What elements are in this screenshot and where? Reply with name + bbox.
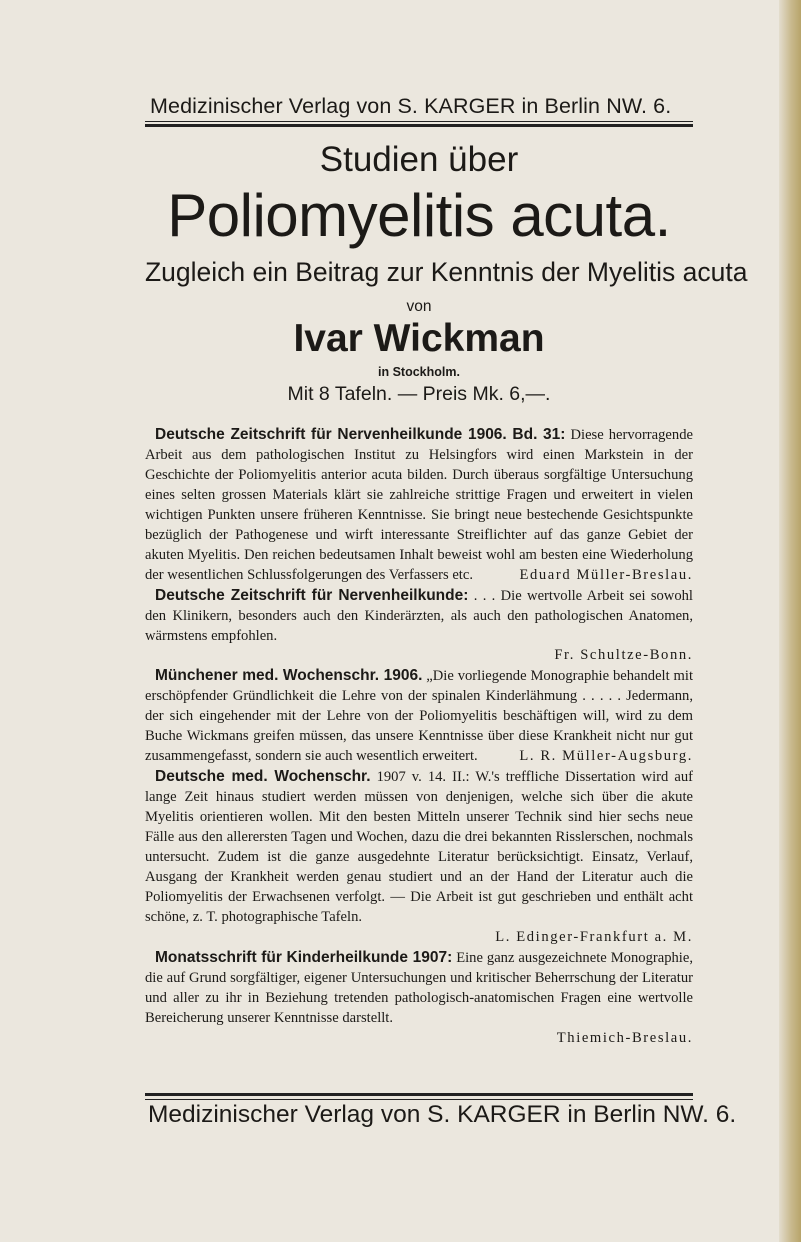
header-rule-thin bbox=[145, 121, 693, 122]
header-rule-thick bbox=[145, 124, 693, 127]
review-text: „Die vorliegende Monographie behandelt mit erschöpfender Gründlichkeit die Lehre von der spinalen Kinderlähmung . . . . . Jedermann, der sich eingehender mit der Lehre von der Poliomyelitis beschäftigen will, wird zu dem Buche Wickmans greifen müssen, das unsere Kenntnisse über diese Krankheit nicht nur gut zusammengefasst, sondern sie auch wesentlich erweitert. bbox=[145, 668, 693, 765]
review-signature: Eduard Müller-Breslau. bbox=[519, 566, 693, 583]
review-signature: L. Edinger-Frankfurt a. M. bbox=[495, 928, 693, 945]
book-subtitle: Zugleich ein Beitrag zur Kenntnis der Myelitis acuta bbox=[145, 257, 748, 287]
review-source: Münchener med. Wochenschr. 1906. bbox=[155, 667, 423, 685]
review-source: Monatsschrift für Kinderheilkunde 1907: bbox=[155, 948, 453, 966]
review-source: Deutsche Zeitschrift für Nervenheilkunde: bbox=[155, 586, 469, 604]
review-text: Eine ganz ausgezeichnete Monographie, die auf Grund sorgfältiger, eigener Untersuchungen und kritischer Beherrschung der Literatur und aller zu ihr in Beziehung tretenden pathologisch-anatomischen Fragen eine wertvolle Bereicherung unserer Kenntnisse darstellt. bbox=[145, 949, 693, 1026]
review-4 bbox=[145, 767, 693, 948]
reviews-section bbox=[145, 425, 693, 1049]
by-line: von bbox=[406, 298, 432, 315]
review-1 bbox=[145, 425, 693, 586]
publisher-header: Medizinischer Verlag von S. KARGER in Berlin NW. 6. bbox=[150, 94, 672, 118]
footer-rule-thick bbox=[145, 1093, 693, 1096]
review-signature: L. R. Müller-Augsburg. bbox=[519, 748, 693, 765]
price-line: Mit 8 Tafeln. — Preis Mk. 6,—. bbox=[287, 383, 551, 405]
review-text: . . . Die wertvolle Arbeit sei sowohl den Klinikern, besonders auch den Kinderärzten, als auch den pathologischen Anatomen, wärmstens empfohlen. bbox=[145, 587, 693, 644]
review-signature: Fr. Schultze-Bonn. bbox=[554, 647, 693, 664]
review-text: Diese hervorragende Arbeit aus dem pathologischen Institut zu Helsingfors wird einen Markstein in der Geschichte der Poliomyelitis anterior acuta bilden. Durch überaus sorgfältige Untersuchung eines selten grossen Materials klärt sie zahlreiche strittige Fragen und erweitert in vielen wichtigen Punkten unsere früheren Kenntnisse. Sie bringt neue bestechende Gesichtspunkte bezüglich der Pathogenese und wirft interessante Streiflichter auf das ganze Gebiet der akuten Myelitis. Den reichen bedeutsamen Inhalt beweist wohl am besten eine Wiederholung der wesentlichen Schlussfolgerungen des Verfassers etc. bbox=[145, 427, 693, 583]
title-pre: Studien über bbox=[319, 140, 519, 179]
publisher-footer: Medizinischer Verlag von S. KARGER in Berlin NW. 6. bbox=[148, 1101, 737, 1128]
author-place: in Stockholm. bbox=[378, 365, 460, 379]
review-source: Deutsche med. Wochenschr. bbox=[155, 768, 371, 786]
page-edge bbox=[779, 0, 801, 1242]
review-5 bbox=[145, 948, 693, 1049]
author-name: Ivar Wickman bbox=[293, 317, 545, 360]
book-title: Poliomyelitis acuta. bbox=[167, 182, 671, 249]
review-2 bbox=[145, 586, 693, 667]
review-text: 1907 v. 14. II.: W.'s treffliche Dissertation wird auf lange Zeit hinaus studiert werden müssen von denjenigen, welche sich über die akute Myelitis orientieren wollen. Mit den besten Mitteln unserer Technik sind hier sechs neue Fälle aus den allerersten Tagen und Wochen, dazu die drei bekannten Risslerschen, nochmals untersucht. Zudem ist die ganze ausgedehnte Literatur berücksichtigt. Einsatz, Verlauf, Ausgang der Krankheit werden genau studiert und an der Hand der Literatur auch die Poliomyelitis der Erwachsenen verfolgt. — Die Arbeit ist gut geschrieben und enthält acht schöne, z. T. photographische Tafeln. bbox=[145, 769, 693, 925]
review-source: Deutsche Zeitschrift für Nervenheilkunde 1906. Bd. 31: bbox=[155, 426, 566, 443]
review-signature: Thiemich-Breslau. bbox=[556, 1029, 693, 1046]
footer-rule-thin bbox=[145, 1099, 693, 1100]
review-3 bbox=[145, 666, 693, 767]
